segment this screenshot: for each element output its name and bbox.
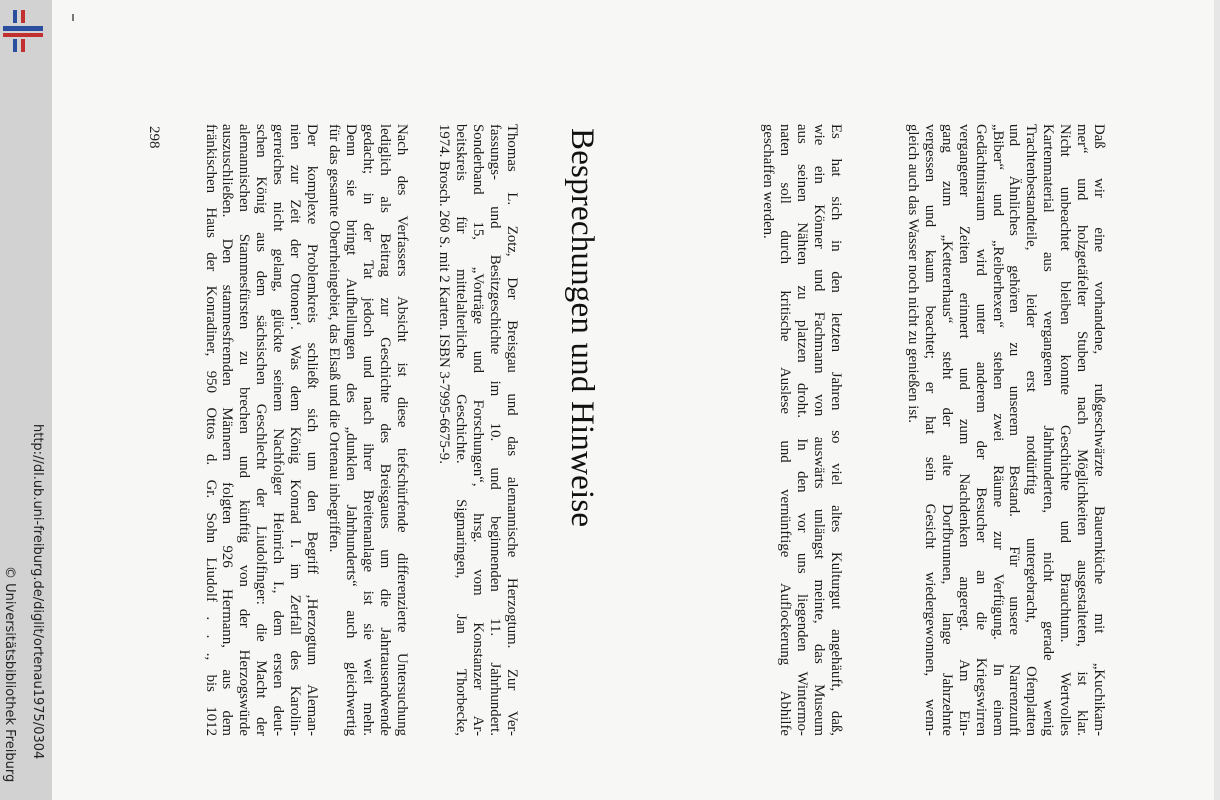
text-line: auszuschließen. Den stammesfremden Männern folgten 926 Hermann, aus dem	[219, 124, 236, 736]
copyright-notice: © Universitätsbibliothek Freiburg	[2, 566, 17, 783]
text-line: gerreiches nicht gelang, glückte seinem Nachfolger Heinrich I., dem ersten deut-	[270, 124, 287, 736]
text-line: für das gesamte Oberrheingebiet, das Elsaß und die Ortenau inbegriffen.	[326, 124, 343, 553]
text-line: geschaffen werden.	[760, 124, 777, 239]
text-line: gedacht; in der Tat jedoch und nach ihrer Breitenanlage ist sie weit mehr.	[360, 124, 377, 736]
text-line: wie ein Könner und Fachmann von auswärts unlängst meinte, das Museum	[811, 124, 828, 736]
paragraph-1	[904, 124, 1107, 736]
text-line: gang zum „Kettererhaus“ steht der alte Dorfbrunnen, lange Jahrzehnte	[938, 124, 955, 736]
source-url-link[interactable]: http://dl.ub.uni-freiburg.de/diglit/ortenau1975/0304	[30, 424, 45, 760]
text-line: gleich auch das Wasser noch nicht zu genießen ist.	[905, 124, 922, 423]
ub-freiburg-logo-icon	[3, 10, 43, 52]
text-line: Es hat sich in den letzten Jahren so viel altes Kulturgut angehäuft, daß,	[828, 124, 844, 736]
text-line: lediglich als Beitrag zur Geschichte des Breisgaues um die Jahrtausendwende	[377, 124, 394, 736]
text-line: vergangener Zeiten erinnert und zum Nachdenken angeregt. Am Ein-	[955, 124, 972, 736]
text-line: Trachtenbestandteile, leider erst notdürftig untergebracht, Ofenplatten	[1023, 124, 1040, 736]
text-line: Der komplexe Problemkreis schließt sich um den Begriff ‚Herzogtum Aleman-	[304, 124, 320, 736]
review-paragraph-1	[325, 124, 410, 736]
text-line: nien zur Zeit der Ottonen‘. Was dem König Konrad I. im Zerfall des Karolin-	[287, 124, 304, 736]
text-line: 1974. Brosch. 260 S. mit 2 Karten. ISBN 3-7995-6675-9.	[436, 124, 453, 464]
text-line: naten soll durch kritische Auslese und vernünftige Auflockerung Abhilfe	[777, 124, 794, 736]
page-right-edge	[1214, 0, 1220, 800]
text-line: aus seinen Nähten zu platzen droht. In den vor uns liegenden Wintermo-	[794, 124, 811, 736]
paragraph-2	[759, 124, 844, 736]
text-line: Thomas L. Zotz, Der Breisgau und das alemannische Herzogtum. Zur Ver-	[504, 124, 520, 736]
text-line: fassungs- und Besitzgeschichte im 10. und beginnenden 11. Jahrhundert.	[487, 124, 504, 736]
text-line: Nicht unbeachtet bleiben konnte Geschichte und Brauchtum. Wertvolles	[1057, 124, 1074, 736]
text-line: Daß wir eine vorhandene, rußgeschwärzte Bauernküche mit „Kuchikam-	[1091, 124, 1107, 736]
text-line: beitskreis für mittelalterliche Geschichte. Sigmaringen, Jan Thorbecke,	[453, 124, 470, 736]
text-line: alemannischen Stammesfürsten zu brechen und künftig von der Herzogswürde	[236, 124, 253, 736]
text-line: Nach des Verfassers Absicht ist diese tiefschürfende differenzierte Untersuchung	[394, 124, 410, 736]
crop-mark	[72, 14, 74, 21]
text-line: schen König aus dem sächsischen Geschlecht der Liudolfinger: die Macht der	[253, 124, 270, 736]
text-line: „Biber“ und „Reiberhexen“ stehen zwei Räume zur Verfügung. In einem	[989, 124, 1006, 736]
text-line: fränkischen Haus der Konradiner, 950 Ottos d. Gr. Sohn Liudolf . . ., bis 1012	[202, 124, 219, 736]
text-line: Denn sie bringt Aufhellungen des „dunklen Jahrhunderts“ auch gleichwertig	[343, 124, 360, 736]
text-line: Gedächtnisraum wird unter anderem der Besucher an die Kriegswirren	[972, 124, 989, 736]
page-number: 298	[146, 126, 162, 149]
text-line: vergessen und kaum beachtet; er hat sein Gesicht wiedergewonnen, wenn-	[921, 124, 938, 736]
review-bibliography	[435, 124, 520, 736]
text-line: Sonderband 15, „Vorträge und Forschungen“, hrsg. vom Konstanzer Ar-	[470, 124, 487, 736]
text-line: Kartenmaterial aus vergangenen Jahrhunderten, nicht gerade wenig	[1040, 124, 1057, 736]
text-line: mer“ und holzgetäfelter Stuben nach Möglichkeiten ausgestalteten, ist klar.	[1074, 124, 1091, 736]
section-heading: Besprechungen und Hinweise	[564, 128, 600, 528]
text-line: und Ähnliches gehören zu unserem Bestand. Für unsere Narrenzunft	[1006, 124, 1023, 736]
review-paragraph-2	[202, 124, 320, 736]
